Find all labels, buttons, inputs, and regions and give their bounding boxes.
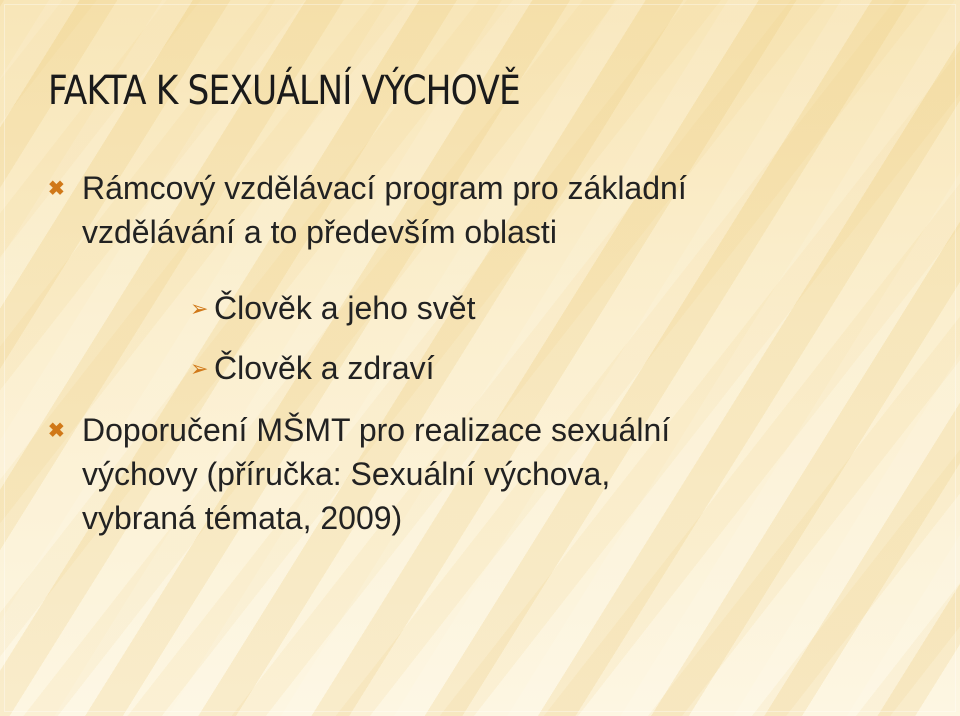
- bullet-line: Rámcový vzdělávací program pro základní: [82, 170, 687, 206]
- bullet-line: Člověk a zdraví: [214, 350, 435, 386]
- arrowhead-bullet-icon: ➢: [190, 296, 209, 321]
- bullet-line: vzdělávání a to především oblasti: [82, 214, 557, 250]
- bullet-line: Doporučení MŠMT pro realizace sexuální: [82, 412, 671, 448]
- bullet-line: Člověk a jeho svět: [214, 290, 476, 326]
- bullet-line: výchovy (příručka: Sexuální výchova,: [82, 456, 611, 492]
- bullet-item-msmt: [48, 408, 922, 540]
- x-mark-bullet-icon: ✖: [48, 420, 65, 442]
- slide-title: FAKTA K SEXUÁLNÍ VÝCHOVĚ: [48, 68, 520, 114]
- arrowhead-bullet-icon: ➢: [190, 356, 209, 381]
- sub-bullet-item-clovek-zdravi: [190, 346, 914, 390]
- sub-bullet-item-clovek-svet: [190, 286, 914, 330]
- bullet-item-rvp: [48, 166, 922, 254]
- x-mark-bullet-icon: ✖: [48, 178, 65, 200]
- bullet-line: vybraná témata, 2009): [82, 500, 403, 536]
